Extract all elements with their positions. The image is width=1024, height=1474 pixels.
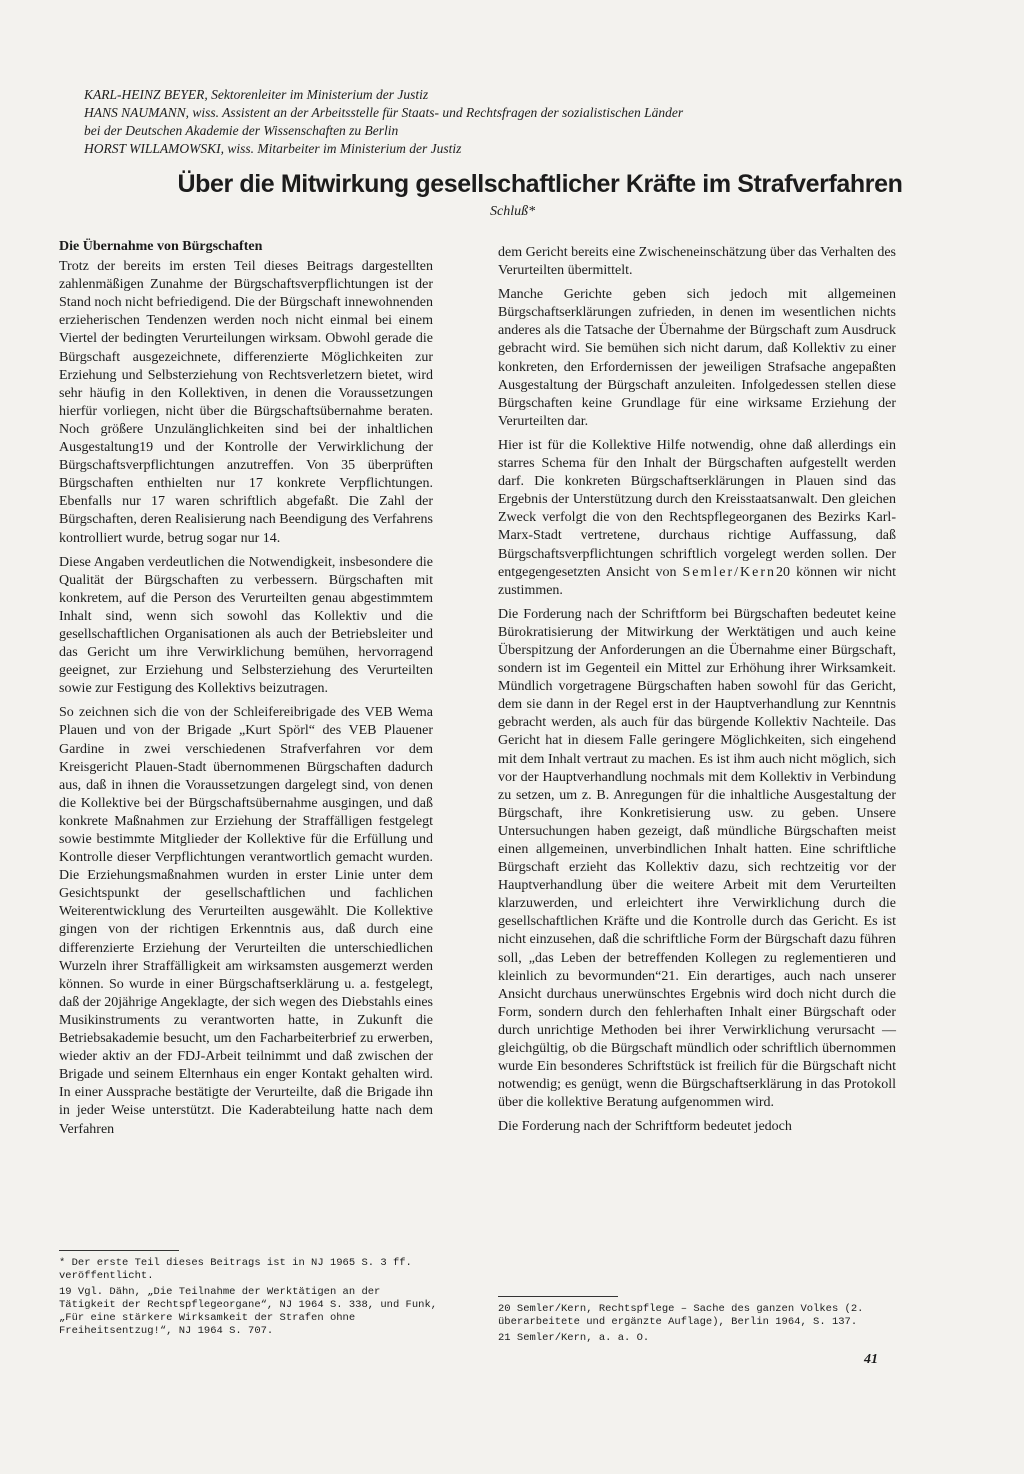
paragraph: Manche Gerichte geben sich jedoch mit allgemeinen Bürgschaftserklärungen zufrieden, in denen im wesentlichen nichts anderes als die Tatsache der Übernahme der Bürgschaft zum Ausdruck gebracht wird. Sie bemühen sich nicht darum, daß Kollektiv zu einer konkreten, den Erfordernissen der jeweiligen Strafsache angepaßten Ausgestaltung der Bürgschaft anzuleiten. Infolgedessen stellen diese Bürgschaften keine Grundlage für eine wirksame Erziehung der Verurteilten dar. [498, 287, 896, 429]
left-column [59, 238, 433, 1145]
paragraph: So zeichnen sich die von der Schleifereibrigade des VEB Wema Plauen und von der Brigade „Kurt Spörl“ des VEB Plauener Gardine in zwei verschiedenen Strafverfahren vor dem Kreisgericht Plauen-Stadt übernommenen Bürgschaften dadurch aus, daß in ihnen die Voraussetzungen dargelegt sind, von denen die Kollektive bei der Bürgschaftsübernahme ausgingen, und daß konkrete Maßnahmen zur Erziehung der Straffälligen festgelegt sowie bestimmte Mitglieder der Kollektive für die Erfüllung und Kontrolle dieser Verpflichtungen verantwortlich gemacht wurden. Die Erziehungsmaßnahmen wurden in erster Linie unter dem Gesichtspunkt der gesellschaftlichen und fachlichen Weiterentwicklung des Verurteilten ausgewählt. Die Kollektive gingen von der richtigen Erkenntnis aus, daß durch eine differenzierte Erziehung der Verurteilten die unterschiedlichen Wurzeln ihrer Straffälligkeit am wirksamsten ausgemerzt werden können. So wurde in einer Bürgschaftserklärung u. a. festgelegt, daß der 20jährige Angeklagte, der sich wegen des Diebstahls eines Musikinstruments zu verantworten hatte, in Zukunft die Betriebsakademie besucht, um den Facharbeiterbrief zu erwerben, wieder aktiv an der FDJ-Arbeit teilnimmt und daß zwischen der Brigade und seinem Elternhaus ein enger Kontakt gehalten wird. In einer Aussprache bestätigte der Verurteilte, daß die Brigade ihn in jeder Weise unterstützt. Die Kaderabteilung hatte nach dem Verfahren [59, 705, 433, 1137]
section-heading: Die Übernahme von Bürgschaften [59, 239, 263, 254]
right-column [498, 244, 896, 1143]
footnote-divider [59, 1250, 179, 1251]
article-subtitle: Schluß* [490, 204, 536, 219]
paragraph-text: Hier ist für die Kollektive Hilfe notwendig, ohne daß allerdings ein starres Schema für den Inhalt der Bürgschaften aufgestellt werden darf. Die konkreten Bürgschaftserklärungen in Plauen sind das Ergebnis der Unterstützung durch den Kreisstaatsanwalt. Den gleichen Zweck verfolgt die von den Rechtspflegeorganen des Bezirks Karl-Marx-Stadt vertretene, durchaus richtige Auffassung, daß Bürgschaftsverpflichtungen schriftlich vorgelegt werden sollen. Der entgegengesetzten Ansicht von [498, 437, 896, 580]
footnote: 21 Semler/Kern, a. a. O. [498, 1332, 650, 1344]
footnotes-left [59, 1242, 439, 1341]
author-line-4: HORST WILLAMOWSKI, wiss. Mitarbeiter im Ministerium der Justiz [84, 141, 462, 156]
paragraph: Trotz der bereits im ersten Teil dieses Beitrags dargestellten zahlenmäßigen Zunahme der Bürgschaftsverpflichtungen ist der Stand noch nicht befriedigend. Die der Bürgschaft innewohnenden erzieherischen Tendenzen werden noch nicht einmal bei einem Viertel der bedingten Verurteilungen wirksam. Obwohl gerade die Bürgschaft ausgezeichnete, differenzierte Möglichkeiten zur Erziehung und Selbsterziehung von Rechtsverletzern bietet, wird sehr häufig in den Kollektiven, in denen die Voraussetzungen hierfür vorliegen, nicht über die Bürgschaftsübernahme beraten. Noch größere Unzulänglichkeiten sind bei der inhaltlichen Ausgestaltung19 und der Kontrolle der Verwirklichung der Bürgschaftsverpflichtungen anzutreffen. Von 35 überprüften Bürgschaften enthielten nur 17 konkrete Verpflichtungen. Ebenfalls nur 17 waren schriftlich abgefaßt. Die Zahl der Bürgschaften, deren Realisierung nach Beendigung des Verfahrens kontrolliert wurde, betrug sogar nur 14. [59, 259, 433, 546]
footnote: 19 Vgl. Dähn, „Die Teilnahme der Werktätigen an der Tätigkeit der Rechtspflegeorgane“, NJ 1964 S. 338, und Funk, „Für eine stärkere Wirksamkeit der Strafen ohne Freiheitsentzug!“, NJ 1964 S. 707. [59, 1286, 438, 1337]
author-line-3: bei der Deutschen Akademie der Wissenschaften zu Berlin [84, 123, 399, 138]
footnote-divider [498, 1296, 618, 1297]
paragraph: Diese Angaben verdeutlichen die Notwendigkeit, insbesondere die Qualität der Bürgschaften zu verbessern. Bürgschaften mit konkretem, auf die Person des Verurteilten genau abgestimmtem Inhalt sind, wenn sich sowohl das Kollektiv und die gesellschaftlichen Organisationen als auch der Betriebsleiter und das Gericht um ihre Verwirklichung bemühen, hervorragend geeignet, zur Erziehung und Selbsterziehung des Verurteilten sowie zur Festigung des Kollektivs beizutragen. [59, 554, 433, 697]
paragraph: Die Forderung nach der Schriftform bedeutet jedoch [498, 1119, 792, 1135]
cited-author-name: Semler/Kern [682, 564, 777, 580]
footnotes-right [498, 1288, 898, 1348]
author-block [84, 86, 884, 158]
author-line-2: HANS NAUMANN, wiss. Assistent an der Arbeitsstelle für Staats- und Rechtsfragen der sozialistischen Länder [84, 105, 684, 120]
footnote: 20 Semler/Kern, Rechtspflege – Sache des ganzen Volkes (2. überarbeitete und ergänzte Auflage), Berlin 1964, S. 137. [498, 1303, 864, 1328]
author-line-1: KARL-HEINZ BEYER, Sektorenleiter im Ministerium der Justiz [84, 87, 429, 102]
page-number: 41 [864, 1352, 878, 1367]
paragraph: dem Gericht bereits eine Zwischeneinschätzung über das Verhalten des Verurteilten übermittelt. [498, 245, 896, 279]
footnote: * Der erste Teil dieses Beitrags ist in NJ 1965 S. 3 ff. veröffentlicht. [59, 1257, 412, 1282]
article-title: Über die Mitwirkung gesellschaftlicher Kräfte im Strafverfahren [177, 170, 903, 198]
paragraph-text-tail: 20 können wir nicht zustimmen. [498, 564, 896, 598]
paragraph [498, 437, 896, 600]
paragraph: Die Forderung nach der Schriftform bei Bürgschaften bedeutet keine Bürokratisierung der Mitwirkung der Werktätigen und auch keine Überspitzung der Anforderungen an die Übernahme einer Bürgschaft, sondern ist im Gegenteil ein Mittel zur Erhöhung ihrer Wirksamkeit. Mündlich vorgetragene Bürgschaften haben sowohl für das Gericht, dem sie dann in der Regel erst in der Hauptverhandlung zur Kenntnis gebracht werden, als auch für das bürgende Kollektiv Nachteile. Das Gericht hat in diesem Falle geringere Möglichkeiten, sich eingehend mit dem Inhalt vertraut zu machen. Es ist ihm auch nicht möglich, sich vor der Hauptverhandlung nochmals mit dem Kollektiv in Verbindung zu setzen, um z. B. Anregungen für die inhaltliche Ausgestaltung der Bürgschaft, ihre Konkretisierung usw. zu geben. Unsere Untersuchungen haben gezeigt, daß mündliche Bürgschaften meist einen allgemeinen, unverbindlichen Inhalt hatten. Eine schriftliche Bürgschaft erzieht das Kollektiv dazu, sich rechtzeitig vor der Hauptverhandlung über die weitere Arbeit mit dem Verurteilten klarzuwerden, und erleichtert ihre Verwirklichung durch die gesellschaftlichen Kräfte und die Kontrolle durch das Gericht. Es ist nicht einzusehen, daß die schriftliche Form der Bürgschaft dazu führen soll, „das Leben der betreffenden Kollegen zu reglementieren und kleinlich zu bevormunden“21. Ein derartiges, auch nach unserer Ansicht durchaus unerwünschtes Ergebnis wird doch nicht durch die Form, sondern durch den fehlerhaften Inhalt einer Bürgschaft oder durch unrichtige Methoden bei ihrer Verwirklichung verursacht — gleichgültig, ob die Bürgschaft mündlich oder schriftlich übernommen wurde Ein besonderes Schriftstück ist freilich für die Bürgschaft nicht notwendig; es genügt, wenn die Bürgschaftserklärung in das Protokoll über die kollektive Beratung aufgenommen wird. [498, 606, 896, 1111]
